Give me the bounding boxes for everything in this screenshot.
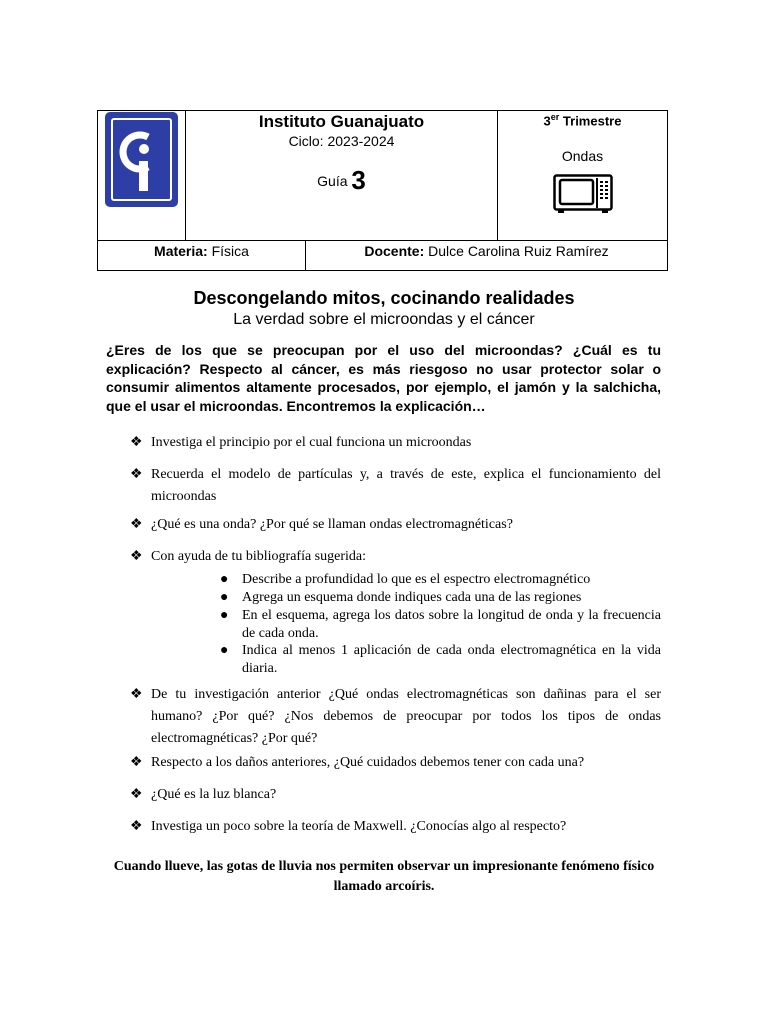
dot-bullet-icon: ●: [220, 608, 229, 623]
closing-paragraph: Cuando llueve, las gotas de lluvia nos permiten observar un impresionante fenómeno físico llamado arcoíris.: [113, 859, 655, 894]
teacher: Docente: Dulce Carolina Ruiz Ramírez: [364, 243, 609, 259]
sub-list-item: ● Describe a profundidad lo que es el espectro electromagnético: [220, 572, 591, 587]
header-top-row: [98, 111, 667, 241]
header-bottom-row: [98, 241, 667, 270]
page-title: Descongelando mitos, cocinando realidades: [193, 288, 575, 308]
guide-label: Guía: [317, 173, 348, 189]
institution-name: Instituto Guanajuato: [258, 112, 425, 131]
school-cycle: Ciclo: 2023-2024: [288, 133, 395, 149]
trimester: 3er Trimestre: [543, 112, 622, 129]
question-item: ❖ Investiga un poco sobre la teoría de Maxwell. ¿Conocías algo al respecto?: [130, 816, 661, 838]
question-item: ❖ Investiga el principio por el cual funciona un microondas: [130, 432, 661, 454]
diamond-bullet-icon: ❖: [130, 435, 143, 450]
guide-number-value: 3: [351, 165, 366, 195]
dot-bullet-icon: ●: [220, 643, 229, 658]
diamond-bullet-icon: ❖: [130, 517, 143, 532]
page-subtitle: La verdad sobre el microondas y el cáncer: [233, 311, 535, 328]
question-item: ❖ Con ayuda de tu bibliografía sugerida:: [130, 546, 661, 568]
subject: Materia: Física: [98, 241, 306, 270]
header-table: [97, 110, 668, 271]
diamond-bullet-icon: ❖: [130, 467, 143, 482]
question-item: ❖ De tu investigación anterior ¿Qué ondas electromagnéticas son dañinas para el ser humano? ¿Por qué? ¿Nos debemos de preocupar por todos los tipos de ondas electromagnéticas? ¿Por qué?: [130, 684, 661, 750]
diamond-bullet-icon: ❖: [130, 787, 143, 802]
diamond-bullet-icon: ❖: [130, 549, 143, 564]
trimester-cell: [498, 111, 667, 240]
sub-list-item: ● Indica al menos 1 aplicación de cada onda electromagnética en la vida diaria.: [220, 643, 661, 676]
sub-list-item: ● Agrega un esquema donde indiques cada una de las regiones: [220, 590, 582, 605]
microwave-icon: [553, 174, 613, 214]
dot-bullet-icon: ●: [220, 572, 229, 587]
logo-cell: [98, 111, 186, 240]
institution-logo: [105, 112, 178, 207]
intro-paragraph: ¿Eres de los que se preocupan por el uso del microondas? ¿Cuál es tu explicación? Respecto al cáncer, es más riesgoso no usar protector solar o consumir alimentos altamente procesados, por ejemplo, el jamón y la salchicha, que el usar el microondas. Encontremos la explicación…: [106, 342, 661, 414]
institution-cell: [186, 111, 498, 240]
diamond-bullet-icon: ❖: [130, 755, 143, 770]
diamond-bullet-icon: ❖: [130, 819, 143, 834]
sub-list-item: ● En el esquema, agrega los datos sobre la longitud de onda y la frecuencia de cada onda.: [220, 608, 661, 641]
question-item: ❖ Respecto a los daños anteriores, ¿Qué cuidados debemos tener con cada una?: [130, 752, 661, 774]
question-item: ❖ ¿Qué es la luz blanca?: [130, 784, 661, 806]
diamond-bullet-icon: ❖: [130, 687, 143, 702]
guide-number: [186, 165, 497, 196]
topic-label: Ondas: [561, 148, 604, 165]
question-item: ❖ Recuerda el modelo de partículas y, a través de este, explica el funcionamiento del microondas: [130, 464, 661, 508]
dot-bullet-icon: ●: [220, 590, 229, 605]
question-item: ❖ ¿Qué es una onda? ¿Por qué se llaman ondas electromagnéticas?: [130, 514, 661, 536]
